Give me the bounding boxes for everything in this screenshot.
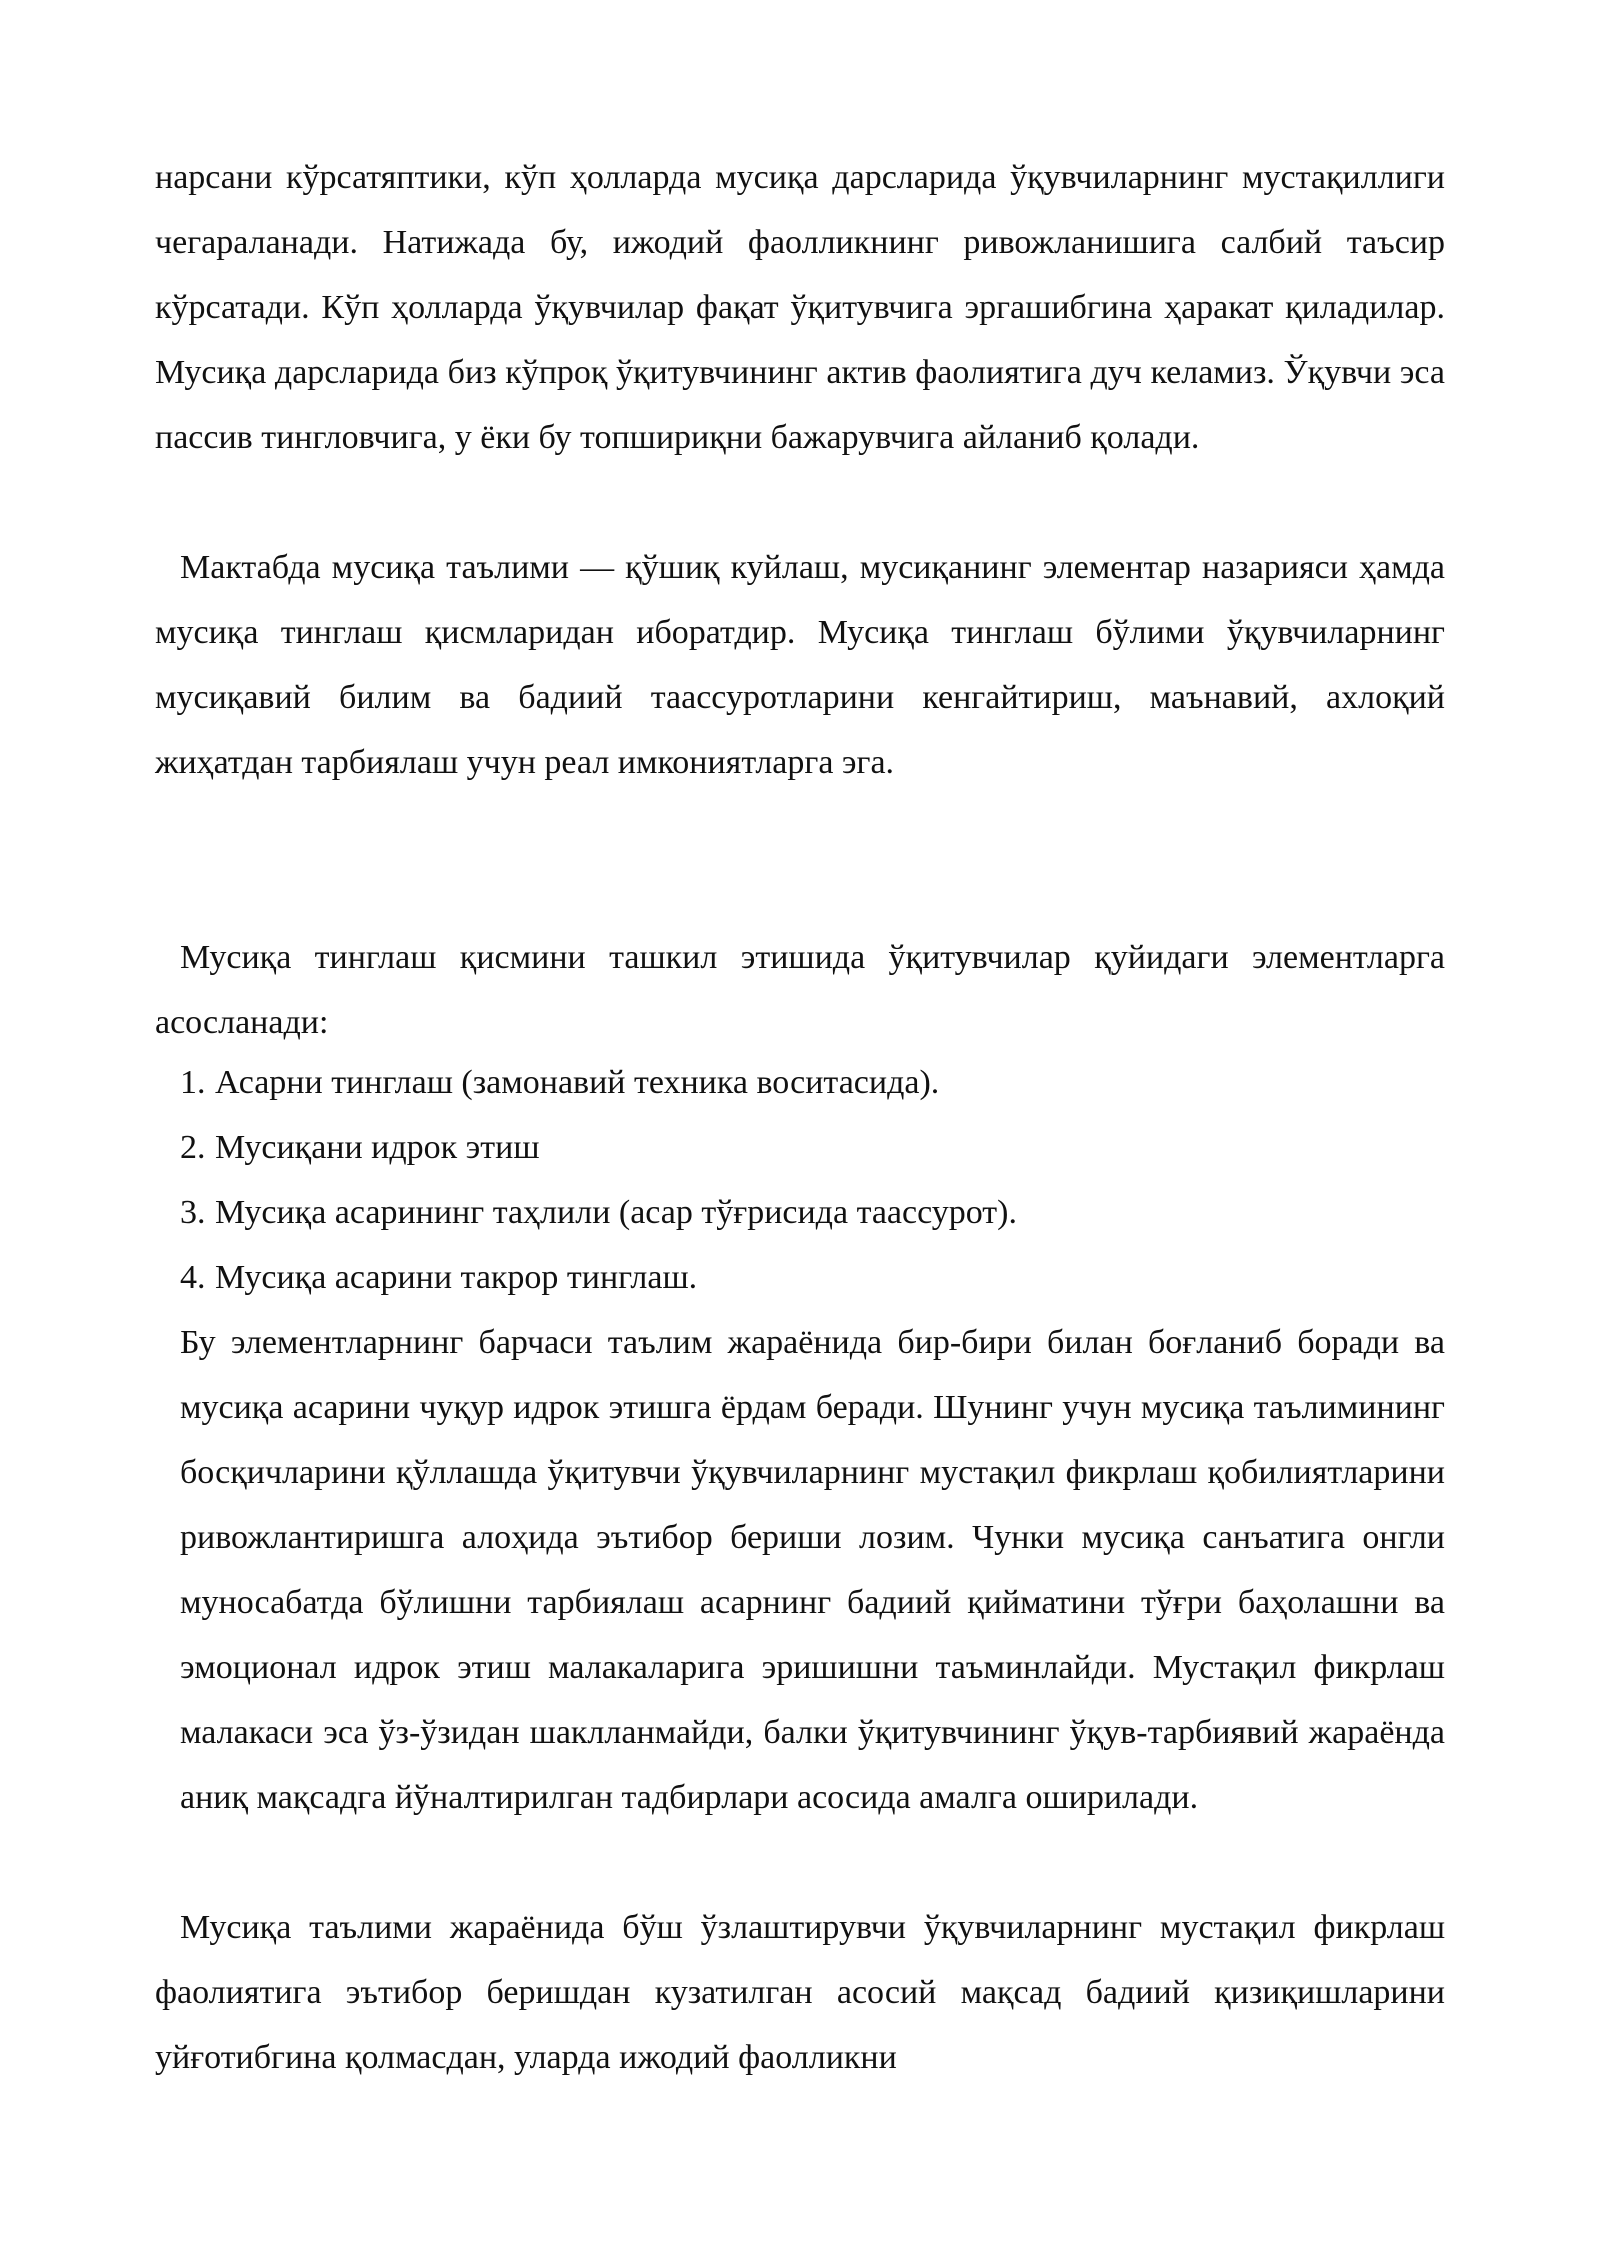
list-item (180, 1245, 1017, 1310)
list-item-number: 1. (180, 1064, 206, 1101)
paragraph-listening-elements: Мусиқа тинглаш қисмини ташкил этишида ўқитувчилар қуйидаги элементларга асосланади: (155, 939, 1445, 1041)
list-item-number: 2. (180, 1129, 206, 1166)
paragraph-final: Мусиқа таълими жараёнида бўш ўзлаштирувчи ўқувчиларнинг мустақил фикрлаш фаолиятига эътибор беришдан кузатилган асосий мақсад бадиий қизиқишларини уйғотибгина қолмасдан, уларда ижодий фаолликни (155, 1909, 1445, 2076)
list-item-number: 3. (180, 1194, 206, 1231)
list-item-number: 4. (180, 1259, 206, 1296)
list-item (180, 1050, 1017, 1115)
list-item-text: Асарни тинглаш (замонавий техника воситасида). (215, 1064, 940, 1101)
list-item (180, 1180, 1017, 1245)
paragraph-elements-connection: Бу элементларнинг барчаси таълим жараёнида бир-бири билан боғланиб боради ва мусиқа асарини чуқур идрок этишга ёрдам беради. Шунинг учун мусиқа таълимининг босқичларини қўллашда ўқитувчи ўқувчиларнинг мустақил фикрлаш қобилиятларини ривожлантиришга алоҳида эътибор бериши лозим. Чунки мусиқа санъатига онгли муносабатда бўлишни тарбиялаш асарнинг бадиий қийматини тўғри баҳолашни ва эмоционал идрок этиш малакаларига эришишни таъминлайди. Мустақил фикрлаш малакаси эса ўз-ўзидан шаклланмайди, балки ўқитувчининг ўқув-тарбиявий жараёнда аниқ мақсадга йўналтирилган тадбирлари асосида амалга оширилади. (180, 1324, 1445, 1816)
list-item-text: Мусиқани идрок этиш (215, 1129, 540, 1166)
paragraph-continuation: нарсани кўрсатяптики, кўп ҳолларда мусиқа дарсларида ўқувчиларнинг мустақиллиги чегараланади. Натижада бу, ижодий фаолликнинг ривожланишига салбий таъсир кўрсатади. Кўп ҳолларда ўқувчилар фақат ўқитувчига эргашибгина ҳаракат қиладилар. Мусиқа дарсларида биз кўпроқ ўқитувчининг актив фаолиятига дуч келамиз. Ўқувчи эса пассив тингловчига, у ёки бу топшириқни бажарувчига айланиб қолади. (155, 159, 1445, 456)
list-item-text: Мусиқа асарининг таҳлили (асар тўғрисида таассурот). (215, 1194, 1017, 1231)
paragraph-school-music: Мактабда мусиқа таълими — қўшиқ куйлаш, мусиқанинг элементар назарияси ҳамда мусиқа тинглаш қисмларидан иборатдир. Мусиқа тинглаш бўлими ўқувчиларнинг мусиқавий билим ва бадиий таассуротларини кенгайтириш, маънавий, ахлоқий жиҳатдан тарбиялаш учун реал имкониятларга эга. (155, 549, 1445, 781)
elements-list (180, 1050, 1017, 1310)
list-item (180, 1115, 1017, 1180)
list-item-text: Мусиқа асарини такрор тинглаш. (215, 1259, 698, 1296)
